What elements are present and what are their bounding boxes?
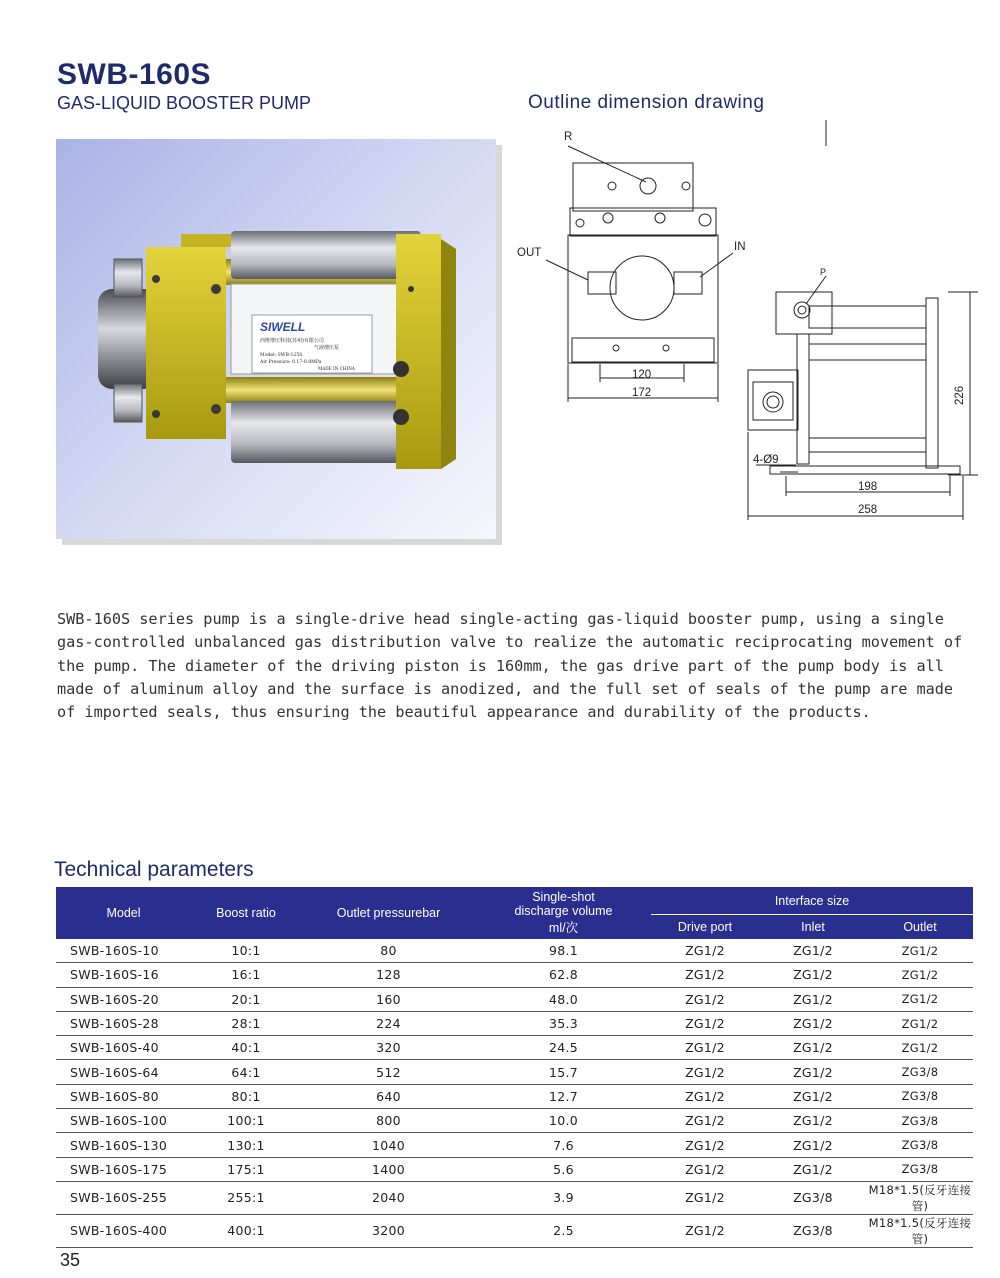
cell-outlet: ZG3/8 xyxy=(867,1109,973,1133)
header-outlet: Outlet xyxy=(867,915,973,940)
photo-pressure-line: Air Pressure: 0.17-0.8MPa xyxy=(260,360,322,365)
cell-ratio: 28:1 xyxy=(191,1011,301,1035)
label-p: P xyxy=(820,267,827,277)
cell-drive: ZG1/2 xyxy=(651,1157,759,1181)
cell-inlet: ZG3/8 xyxy=(759,1181,867,1214)
cell-ratio: 130:1 xyxy=(191,1133,301,1157)
cell-outlet: M18*1.5(反牙连接管) xyxy=(868,1182,972,1213)
cell-ratio: 400:1 xyxy=(191,1214,301,1247)
cell-inlet: ZG1/2 xyxy=(759,1084,867,1108)
cell-model: SWB-160S-64 xyxy=(56,1060,191,1084)
cell-drive: ZG1/2 xyxy=(651,1214,759,1247)
cell-pressure: 640 xyxy=(301,1084,476,1108)
cell-outlet: ZG3/8 xyxy=(867,1157,973,1181)
cell-pressure: 512 xyxy=(301,1060,476,1084)
label-out: OUT xyxy=(517,247,542,259)
cell-outlet: ZG1/2 xyxy=(867,939,973,963)
table-row xyxy=(56,1181,973,1214)
header-drive-port: Drive port xyxy=(651,915,759,940)
cell-model: SWB-160S-16 xyxy=(56,963,191,987)
cell-model: SWB-160S-400 xyxy=(56,1214,191,1247)
cell-pressure: 224 xyxy=(301,1011,476,1035)
page-title: SWB-160S xyxy=(57,58,212,91)
cell-inlet: ZG1/2 xyxy=(759,1157,867,1181)
dim-198: 198 xyxy=(858,481,878,493)
cell-drive: ZG1/2 xyxy=(651,1084,759,1108)
cell-inlet: ZG1/2 xyxy=(759,1109,867,1133)
cell-volume: 10.0 xyxy=(476,1109,651,1133)
dim-258: 258 xyxy=(858,504,878,516)
cell-outlet: ZG1/2 xyxy=(867,1011,973,1035)
cell-volume: 62.8 xyxy=(476,963,651,987)
cell-outlet: ZG3/8 xyxy=(867,1084,973,1108)
photo-brand: SIWELL xyxy=(260,320,306,334)
cell-outlet: ZG3/8 xyxy=(867,1060,973,1084)
cell-inlet: ZG1/2 xyxy=(759,1133,867,1157)
cell-outlet: ZG1/2 xyxy=(867,987,973,1011)
photo-made-in: MADE IN CHINA xyxy=(318,366,355,371)
cell-volume: 5.6 xyxy=(476,1157,651,1181)
cell-pressure: 2040 xyxy=(301,1181,476,1214)
cell-ratio: 40:1 xyxy=(191,1036,301,1060)
cell-inlet: ZG1/2 xyxy=(759,939,867,963)
cell-volume: 24.5 xyxy=(476,1036,651,1060)
product-photo xyxy=(56,139,496,539)
cell-inlet: ZG1/2 xyxy=(759,1036,867,1060)
table-row xyxy=(56,1109,973,1133)
cell-ratio: 255:1 xyxy=(191,1181,301,1214)
table-row xyxy=(56,1214,973,1247)
cell-volume: 15.7 xyxy=(476,1060,651,1084)
cell-model: SWB-160S-255 xyxy=(56,1181,191,1214)
cell-drive: ZG1/2 xyxy=(651,1109,759,1133)
table-row xyxy=(56,939,973,963)
cell-volume: 48.0 xyxy=(476,987,651,1011)
cell-pressure: 800 xyxy=(301,1109,476,1133)
technical-parameters-title: Technical parameters xyxy=(54,858,254,881)
photo-company: 西维增压科技(苏州)有限公司 xyxy=(260,338,324,344)
cell-outlet: M18*1.5(反牙连接管) xyxy=(868,1215,972,1246)
cell-ratio: 10:1 xyxy=(191,939,301,963)
header-discharge-line1: Single-shot xyxy=(532,890,595,904)
photo-product: 气液增压泵 xyxy=(314,345,340,351)
header-interface-size: Interface size xyxy=(651,887,973,915)
cell-outlet: ZG1/2 xyxy=(867,963,973,987)
cell-model: SWB-160S-175 xyxy=(56,1157,191,1181)
table-row xyxy=(56,1084,973,1108)
cell-model: SWB-160S-28 xyxy=(56,1011,191,1035)
table-row xyxy=(56,987,973,1011)
header-model: Model xyxy=(56,887,191,939)
cell-volume: 7.6 xyxy=(476,1133,651,1157)
cell-volume: 98.1 xyxy=(476,939,651,963)
cell-pressure: 80 xyxy=(301,939,476,963)
cell-ratio: 175:1 xyxy=(191,1157,301,1181)
technical-parameters-table xyxy=(56,887,973,1248)
cell-drive: ZG1/2 xyxy=(651,1133,759,1157)
table-row xyxy=(56,1133,973,1157)
drawing-title: Outline dimension drawing xyxy=(528,92,765,113)
cell-inlet: ZG3/8 xyxy=(759,1214,867,1247)
cell-ratio: 16:1 xyxy=(191,963,301,987)
cell-volume: 35.3 xyxy=(476,1011,651,1035)
cell-drive: ZG1/2 xyxy=(651,1011,759,1035)
booster-pump-illustration xyxy=(56,139,496,539)
label-r: R xyxy=(564,131,573,143)
cell-ratio: 20:1 xyxy=(191,987,301,1011)
dim-120: 120 xyxy=(632,369,652,381)
cell-model: SWB-160S-130 xyxy=(56,1133,191,1157)
cell-pressure: 128 xyxy=(301,963,476,987)
cell-outlet: ZG3/8 xyxy=(867,1133,973,1157)
cell-pressure: 1040 xyxy=(301,1133,476,1157)
dim-holes: 4-Ø9 xyxy=(753,454,779,466)
cell-model: SWB-160S-100 xyxy=(56,1109,191,1133)
cell-inlet: ZG1/2 xyxy=(759,987,867,1011)
cell-model: SWB-160S-40 xyxy=(56,1036,191,1060)
label-in: IN xyxy=(734,241,746,253)
page-number: 35 xyxy=(60,1250,81,1270)
outline-dimension-drawing xyxy=(508,120,978,530)
photo-model-line: Model: SWB-125S xyxy=(260,353,303,358)
table-row xyxy=(56,1060,973,1084)
cell-volume: 3.9 xyxy=(476,1181,651,1214)
cell-drive: ZG1/2 xyxy=(651,939,759,963)
cell-drive: ZG1/2 xyxy=(651,963,759,987)
header-outlet-pressure: Outlet pressurebar xyxy=(301,887,476,939)
cell-inlet: ZG1/2 xyxy=(759,963,867,987)
cell-drive: ZG1/2 xyxy=(651,987,759,1011)
cell-pressure: 320 xyxy=(301,1036,476,1060)
table-row xyxy=(56,1036,973,1060)
cell-model: SWB-160S-20 xyxy=(56,987,191,1011)
cell-pressure: 1400 xyxy=(301,1157,476,1181)
header-discharge-line2: discharge volume xyxy=(514,904,613,918)
cell-ratio: 80:1 xyxy=(191,1084,301,1108)
cell-ratio: 100:1 xyxy=(191,1109,301,1133)
cell-drive: ZG1/2 xyxy=(651,1181,759,1214)
cell-inlet: ZG1/2 xyxy=(759,1060,867,1084)
header-discharge-line3: ml/次 xyxy=(548,921,579,935)
header-inlet: Inlet xyxy=(759,915,867,940)
table-row xyxy=(56,1011,973,1035)
header-boost-ratio: Boost ratio xyxy=(191,887,301,939)
cell-volume: 2.5 xyxy=(476,1214,651,1247)
cell-volume: 12.7 xyxy=(476,1084,651,1108)
cell-drive: ZG1/2 xyxy=(651,1036,759,1060)
dim-226: 226 xyxy=(954,385,966,405)
cell-drive: ZG1/2 xyxy=(651,1060,759,1084)
table-row xyxy=(56,1157,973,1181)
header-discharge-volume xyxy=(476,887,651,939)
table-row xyxy=(56,963,973,987)
cell-model: SWB-160S-10 xyxy=(56,939,191,963)
cell-model: SWB-160S-80 xyxy=(56,1084,191,1108)
product-description: SWB-160S series pump is a single-drive head single-acting gas-liquid booster pump, using a single gas-controlled unbalanced gas distribution valve to realize the automatic reciprocating movement of the pump. The diameter of the driving piston is 160mm, the gas drive part of the pump body is all made of aluminum alloy and the surface is anodized, and the full set of seals of the pump are made of imported seals, thus ensuring the beautiful appearance and durability of the products. xyxy=(57,610,963,722)
cell-outlet: ZG1/2 xyxy=(867,1036,973,1060)
product-subtitle: GAS-LIQUID BOOSTER PUMP xyxy=(57,93,312,113)
cell-pressure: 3200 xyxy=(301,1214,476,1247)
cell-pressure: 160 xyxy=(301,987,476,1011)
cell-inlet: ZG1/2 xyxy=(759,1011,867,1035)
dim-172: 172 xyxy=(632,387,652,399)
cell-ratio: 64:1 xyxy=(191,1060,301,1084)
